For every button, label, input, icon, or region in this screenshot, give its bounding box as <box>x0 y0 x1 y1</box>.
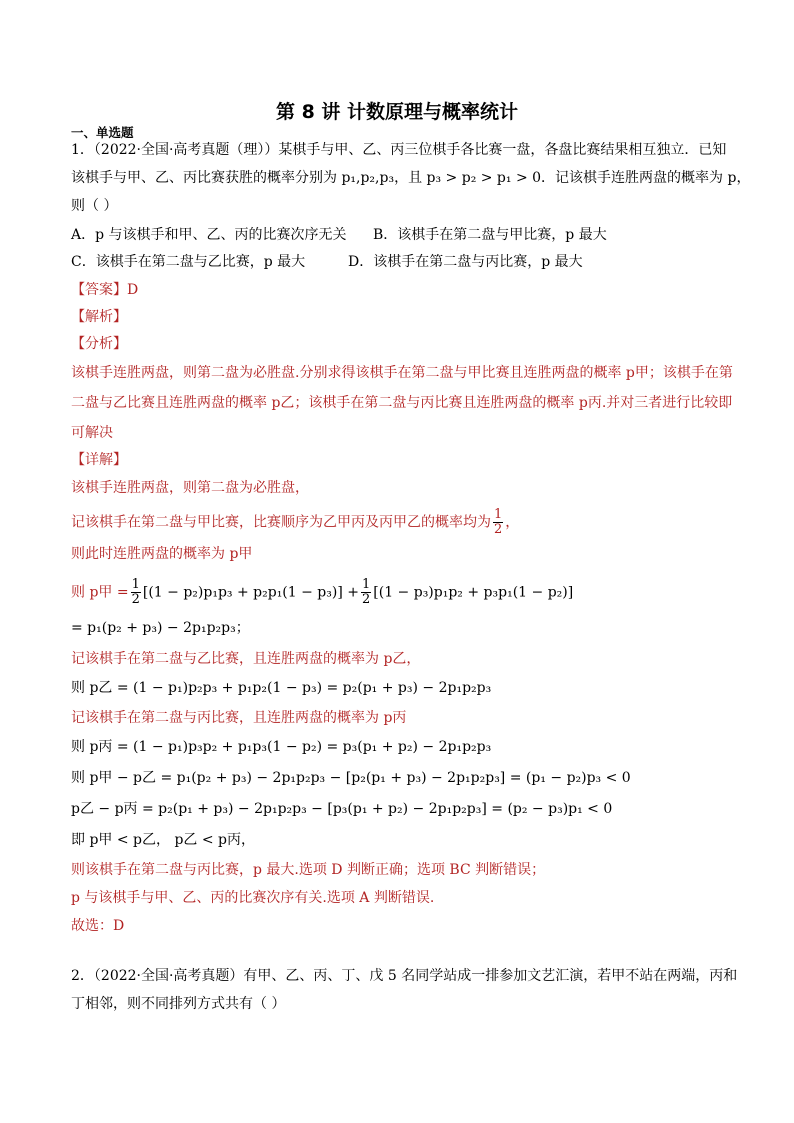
fenxi-line-1: 该棋手连胜两盘，则第二盘为必胜盘.分别求得该棋手在第二盘与甲比赛且连胜两盘的概率 p甲；该棋手在第 <box>71 365 733 381</box>
fraction-b-numerator: 1 <box>361 577 371 592</box>
q1-stem-line-2: 该棋手与甲、乙、丙比赛获胜的概率分别为 p₁,p₂,p₃，且 p₃ > p₂ > p₁ > 0．记该棋手连胜两盘的概率为 p， <box>71 170 751 186</box>
fraction-b-denominator: 2 <box>361 592 371 607</box>
analysis-label: 【解析】 <box>71 309 127 325</box>
fraction-a-denominator: 2 <box>131 592 140 607</box>
detail-line-4 <box>71 578 573 607</box>
fraction-denominator: 2 <box>494 522 503 537</box>
detail-line-3: 则此时连胜两盘的概率为 p甲 <box>71 546 253 562</box>
answer-label: 【答案】D <box>71 282 139 298</box>
q2-stem-line-1: 2．（2022·全国·高考真题）有甲、乙、丙、丁、戊 5 名同学站成一排参加文艺汇演，若甲不站在两端，丙和 <box>71 968 738 984</box>
fenxi-line-2: 二盘与乙比赛且连胜两盘的概率 p乙；该棋手在第二盘与丙比赛且连胜两盘的概率 p丙.并对三者进行比较即 <box>71 395 733 411</box>
p-jia-term-1: [(1 − p₂)p₁p₃ + p₂p₁(1 − p₃)] + <box>142 584 359 601</box>
q1-option-a: A．p 与该棋手和甲、乙、丙的比赛次序无关 <box>71 227 347 243</box>
fenxi-label: 【分析】 <box>71 336 127 352</box>
detail-label: 【详解】 <box>71 452 127 468</box>
q1-stem-line-1: 1．（2022·全国·高考真题（理））某棋手与甲、乙、丙三位棋手各比赛一盘，各盘比赛结果相互独立．已知 <box>71 142 727 158</box>
q1-stem-line-3: 则（ ） <box>71 198 118 214</box>
detail-line-10: 则 p甲 − p乙 = p₁(p₂ + p₃) − 2p₁p₂p₃ − [p₂(p₁ + p₃) − 2p₁p₂p₃] = (p₁ − p₂)p₃ < 0 <box>71 770 631 786</box>
detail-line-2-text: 记该棋手在第二盘与甲比赛，比赛顺序为乙甲丙及丙甲乙的概率均为 <box>71 514 491 531</box>
detail-line-14: p 与该棋手与甲、乙、丙的比赛次序有关.选项 A 判断错误. <box>71 890 435 906</box>
q2-stem-line-2: 丁相邻，则不同排列方式共有（ ） <box>71 996 286 1012</box>
detail-line-11: p乙 − p丙 = p₂(p₁ + p₃) − 2p₁p₂p₃ − [p₃(p₁ + p₂) − 2p₁p₂p₃] = (p₂ − p₃)p₁ < 0 <box>71 801 613 817</box>
detail-line-7: 则 p乙 = (1 − p₁)p₂p₃ + p₁p₂(1 − p₃) = p₂(p₁ + p₃) − 2p₁p₂p₃ <box>71 680 492 696</box>
fenxi-line-3: 可解决 <box>71 425 113 441</box>
half-fraction <box>493 508 503 537</box>
q1-option-b: B．该棋手在第二盘与甲比赛，p 最大 <box>373 227 607 243</box>
detail-line-1: 该棋手连胜两盘，则第二盘为必胜盘， <box>71 480 309 496</box>
p-jia-lhs: 则 p甲 = <box>71 584 129 601</box>
detail-line-6: 记该棋手在第二盘与乙比赛，且连胜两盘的概率为 p乙， <box>71 651 421 667</box>
q1-option-d: D．该棋手在第二盘与丙比赛，p 最大 <box>348 254 583 270</box>
detail-line-9: 则 p丙 = (1 − p₁)p₃p₂ + p₁p₃(1 − p₂) = p₃(p₁ + p₂) − 2p₁p₂p₃ <box>71 739 492 755</box>
detail-line-12: 即 p甲 < p乙， p乙 < p丙， <box>71 832 256 848</box>
detail-line-2-end: ， <box>505 514 520 531</box>
detail-line-8: 记该棋手在第二盘与丙比赛，且连胜两盘的概率为 p丙 <box>71 710 407 726</box>
fraction-a-numerator: 1 <box>131 577 140 592</box>
section-heading: 一、单选题 <box>71 125 134 140</box>
p-jia-term-2: [(1 − p₃)p₁p₂ + p₃p₁(1 − p₂)] <box>373 584 574 601</box>
half-fraction-a <box>131 578 141 607</box>
fraction-numerator: 1 <box>494 507 503 522</box>
detail-line-5: = p₁(p₂ + p₃) − 2p₁p₂p₃； <box>71 620 250 636</box>
page-title: 第 8 讲 计数原理与概率统计 <box>275 101 519 123</box>
detail-line-15: 故选：D <box>71 918 125 934</box>
q1-option-c: C．该棋手在第二盘与乙比赛，p 最大 <box>71 254 306 270</box>
detail-line-13: 则该棋手在第二盘与丙比赛，p 最大.选项 D 判断正确；选项 BC 判断错误； <box>71 862 546 878</box>
detail-line-2 <box>71 508 519 537</box>
half-fraction-b <box>361 578 371 607</box>
